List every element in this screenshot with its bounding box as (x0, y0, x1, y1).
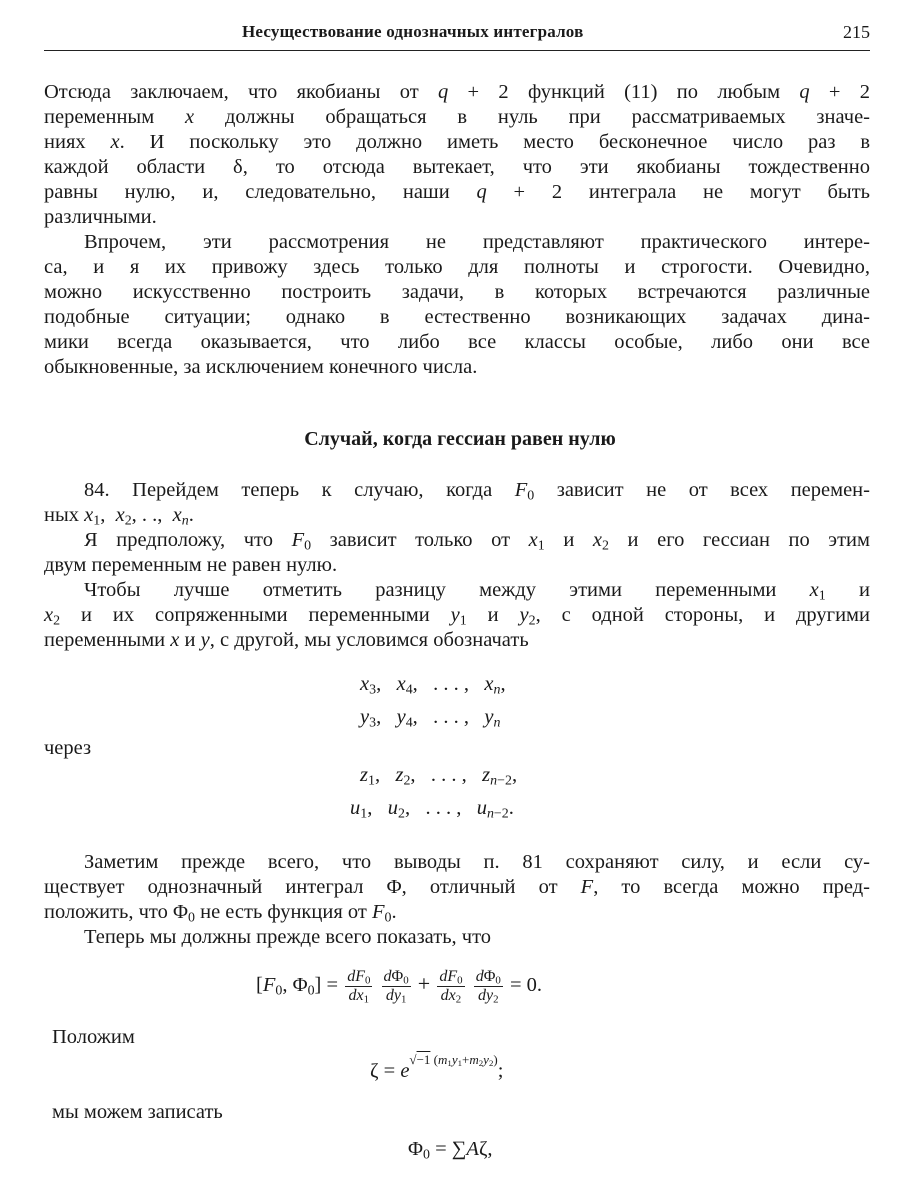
section-heading: Случай, когда гессиан равен нулю (304, 428, 616, 450)
through-word: через (44, 737, 92, 759)
can-write: мы можем записать (52, 1101, 223, 1123)
zeta-definition: $\zeta = e^{√-1 (m_1y_1+m_2y_2)}$; (370, 1052, 504, 1082)
para2-line1: Впрочем, эти рассмотрения не представляют практического интере- (84, 231, 870, 253)
para2-line2: са, и я их привожу здесь только для полноты и строгости. Очевидно, (44, 256, 870, 278)
para6-line3: положить, что $\Phi_0$ не есть функция от $F_0$. (44, 901, 397, 926)
para5-line3: переменными x и y, с другой, мы условимся обозначать (44, 629, 529, 651)
running-title: Несуществование однозначных интегралов (242, 22, 584, 41)
para4-line2: двум переменным не равен нулю. (44, 554, 338, 576)
para1-line1: Отсюда заключаем, что якобианы от q + 2 функций (11) по любым q + 2 (44, 81, 871, 103)
para1-line2: переменным x должны обращаться в нуль при рассматриваемых значе- (44, 106, 870, 128)
put-word: Положим (52, 1026, 135, 1048)
para5-line2: $x_2$ и их сопряженными переменными $y_1$ и $y_2$, с одной стороны, и другими (44, 604, 870, 629)
para1-line6: различными. (44, 206, 157, 228)
para4-line1: Я предположу, что $F_0$ зависит только от $x_1$ и $x_2$ и его гессиан по этим (84, 529, 871, 554)
poisson-bracket-equation: [$F_0$, $\Phi_0$] = $\frac{dF_0}{dx_1}$ $\frac{d\Phi_0}{dy_1}$ + $\frac{dF_0}{dx_2}$ $\frac{d\Phi_0}{dy_2}$ = 0. (256, 968, 543, 1006)
para3-line2: ных $x_1$, $x_2$, . ., $x_n$. (44, 504, 194, 529)
para6-line2: ществует однозначный интеграл Φ, отличный от F, то всегда можно пред- (44, 876, 870, 898)
para2-line4: подобные ситуации; однако в естественно возникающих задачах дина- (44, 306, 870, 328)
running-header (44, 22, 870, 48)
para3-line1: 84. Перейдем теперь к случаю, когда $F_0$ зависит не от всех перемен- (84, 479, 870, 504)
display-u-list: $u_1$, $u_2$, . . . , $u_{n-2}$. (350, 797, 514, 822)
header-rule (44, 50, 870, 51)
para6-line1: Заметим прежде всего, что выводы п. 81 сохраняют силу, и если су- (84, 851, 870, 873)
para7-line: Теперь мы должны прежде всего показать, что (84, 926, 492, 948)
para1-line4: каждой области δ, то отсюда вытекает, что эти якобианы тождественно (44, 156, 870, 178)
para1-line5: равны нулю, и, следовательно, наши q + 2 интеграла не могут быть (44, 181, 870, 203)
para2-line3: можно искусственно построить задачи, в которых встречаются различные (44, 281, 870, 303)
para1-line3: ниях x. И поскольку это должно иметь место бесконечное число раз в (44, 131, 870, 153)
para2-line5: мики всегда оказывается, что либо все классы особые, либо они все (44, 331, 870, 353)
para2-line6: обыкновенные, за исключением конечного числа. (44, 356, 478, 378)
display-x-list: $x_3$, $x_4$, . . . , $x_n$, (360, 673, 506, 698)
page-number: 215 (843, 22, 870, 42)
display-z-list: $z_1$, $z_2$, . . . , $z_{n-2}$, (360, 764, 518, 789)
display-y-list: $y_3$, $y_4$, . . . , $y_n$ (360, 706, 501, 731)
phi0-sum: $\Phi_0 = \sum A\zeta$, (408, 1138, 493, 1163)
para5-line1: Чтобы лучше отметить разницу между этими переменными $x_1$ и (84, 579, 870, 604)
